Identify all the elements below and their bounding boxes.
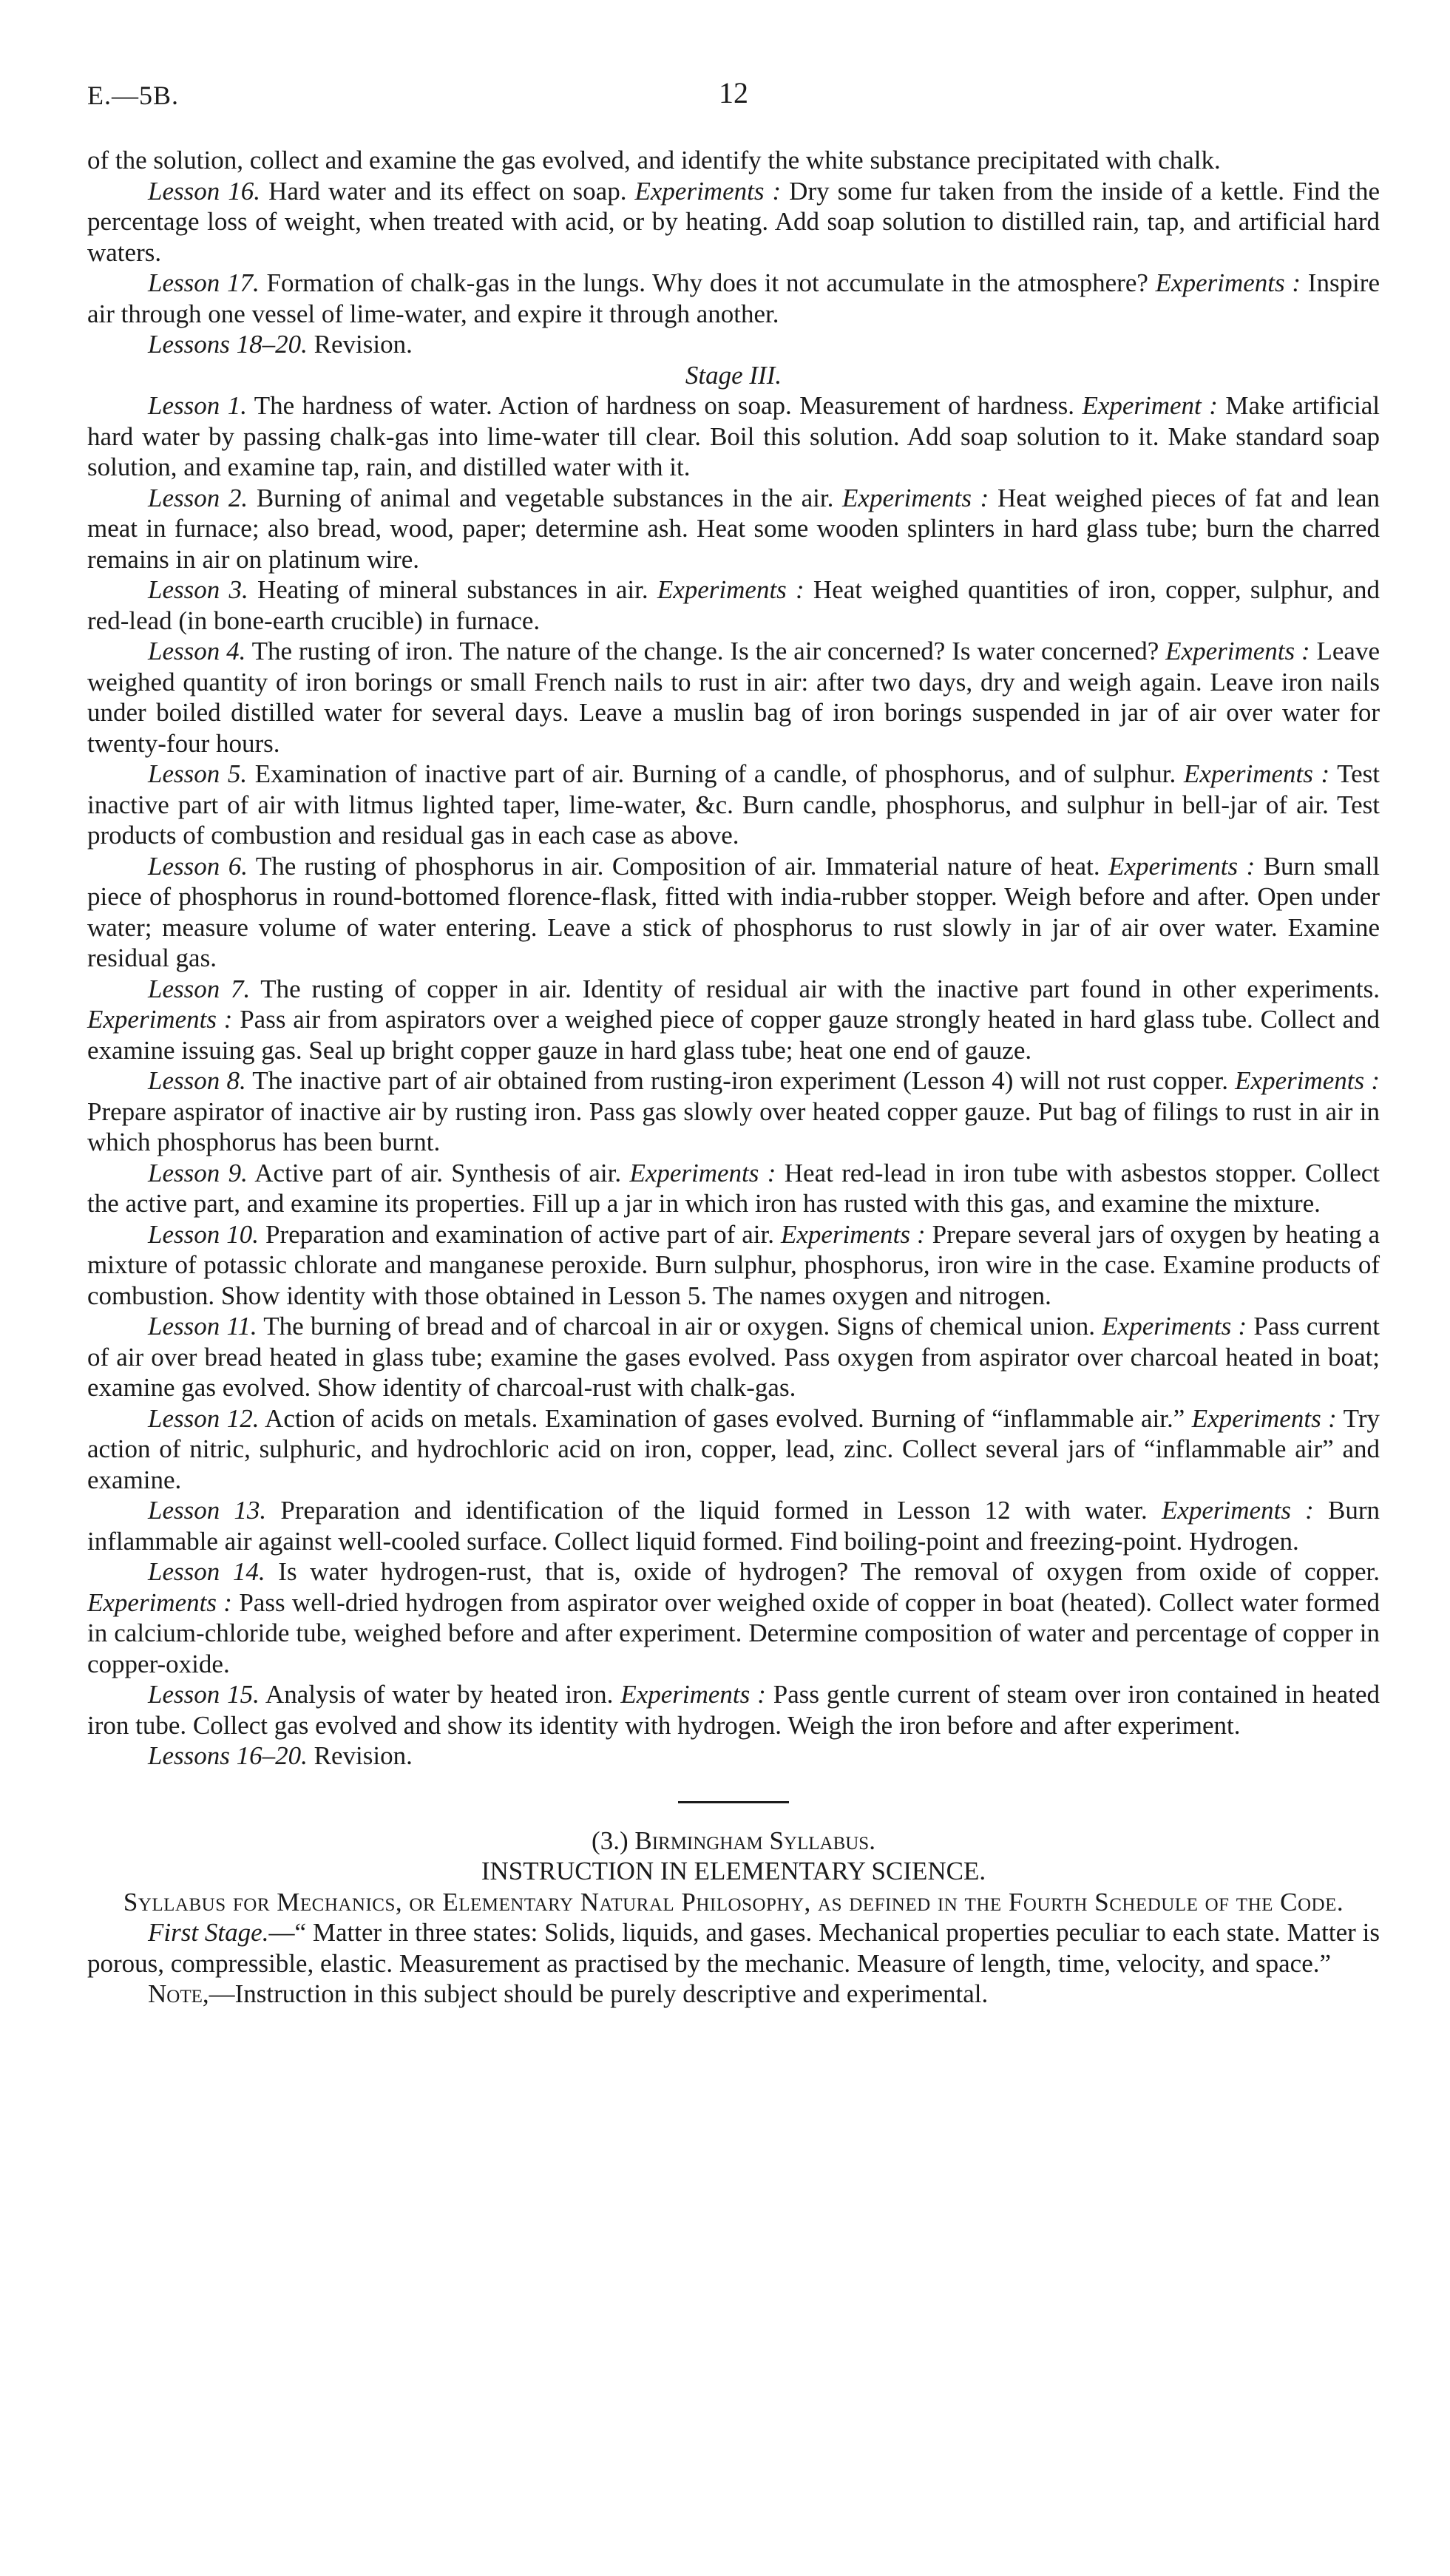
lesson-topic: Revision.	[307, 330, 413, 359]
lesson-label: Lesson 4.	[148, 637, 246, 665]
lesson-paragraph	[87, 1219, 1380, 1312]
lesson-experiments: Inspire air through one vessel of lime-water, and expire it through another.	[87, 268, 1380, 328]
experiments-label: Experiments :	[1165, 637, 1310, 665]
lesson-topic: The burning of bread and of charcoal in air or oxygen. Signs of chemical union.	[257, 1312, 1102, 1340]
lesson-label: Lesson 16.	[148, 176, 261, 206]
experiments-label: Experiments :	[1155, 268, 1301, 297]
experiments-label: Experiments :	[657, 575, 804, 604]
lesson-topic: The inactive part of air obtained from rusting-iron experiment (Lesson 4) will not rust copper.	[245, 1066, 1236, 1095]
lesson-paragraph	[87, 1311, 1380, 1403]
experiments-label: Experiment :	[1082, 391, 1218, 420]
lesson-label: Lesson 12.	[148, 1403, 260, 1433]
lesson-topic: Revision.	[307, 1741, 413, 1770]
experiments-label: Experiments :	[1102, 1312, 1247, 1340]
lesson-topic: Analysis of water by heated iron.	[259, 1680, 621, 1709]
lesson-paragraph	[87, 329, 1380, 360]
lesson-label: Lesson 13.	[148, 1496, 267, 1525]
lesson-experiments: Dry some fur taken from the inside of a kettle. Find the percentage loss of weight, when treated with acid, or by heating. Add soap solution to distilled rain, tap, and artificial hard waters.	[87, 176, 1380, 267]
lesson-paragraph	[87, 483, 1380, 575]
page-reference: E.—5B.	[87, 81, 180, 110]
experiments-label: Experiments :	[1183, 759, 1330, 788]
lesson-label: Lesson 2.	[148, 483, 248, 512]
syllabus-title: Syllabus for Mechanics, or Elementary Natural Philosophy, as defined in the Fourth Schedule of the Code.	[123, 1887, 1344, 1916]
lesson-experiments: Try action of nitric, sulphuric, and hydrochloric acid on iron, copper, lead, zinc. Collect several jars of “inflammable air” and examine.	[87, 1403, 1380, 1494]
lesson-topic: Formation of chalk-gas in the lungs. Why does it not accumulate in the atmosphere?	[259, 268, 1156, 297]
section-title: (3.) Birmingham Syllabus.	[592, 1826, 875, 1855]
experiments-label: Experiments :	[87, 1587, 232, 1617]
lesson-paragraph	[87, 1556, 1380, 1679]
note-label: Note,	[148, 1979, 209, 2008]
lesson-label: Lesson 7.	[148, 974, 251, 1003]
lesson-label: Lesson 14.	[148, 1557, 265, 1586]
lesson-paragraph	[87, 851, 1380, 974]
lesson-label: Lessons 16–20.	[148, 1741, 308, 1770]
lesson-label: Lesson 1.	[148, 391, 247, 420]
experiments-label: Experiments :	[629, 1158, 776, 1187]
lesson-experiments: Burn inflammable air against well-cooled surface. Collect liquid formed. Find boiling-point and freezing-point. Hydrogen.	[87, 1496, 1380, 1556]
lesson-label: Lesson 15.	[148, 1680, 260, 1709]
document-body	[87, 145, 1380, 2010]
experiments-label: Experiments :	[1161, 1496, 1314, 1525]
lesson-topic: Preparation and identification of the liquid formed in Lesson 12 with water.	[266, 1496, 1162, 1525]
section-divider	[678, 1801, 789, 1803]
lesson-experiments: Pass gentle current of steam over iron contained in heated iron tube. Collect gas evolved and show its identity with hydrogen. Weigh the iron before and after experiment.	[87, 1680, 1380, 1740]
experiments-label: Experiments :	[1108, 851, 1256, 881]
lesson-topic: Heating of mineral substances in air.	[248, 575, 657, 604]
lesson-topic: The rusting of phosphorus in air. Composition of air. Immaterial nature of heat.	[247, 851, 1109, 881]
lesson-paragraph	[87, 268, 1380, 329]
experiments-label: Experiments :	[781, 1219, 926, 1249]
lesson-label: Lesson 10.	[148, 1219, 260, 1249]
lesson-experiments: Test inactive part of air with litmus lighted taper, lime-water, &c. Burn candle, phosphorus, and sulphur in bell-jar of air. Test products of combustion and residual gas in each case as above.	[87, 759, 1380, 850]
note-text: —Instruction in this subject should be purely descriptive and experimental.	[209, 1979, 989, 2008]
lesson-paragraph	[87, 1679, 1380, 1741]
experiments-label: Experiments :	[1191, 1403, 1337, 1433]
lesson-topic: The rusting of iron. The nature of the change. Is the air concerned? Is water concerned?	[245, 637, 1166, 665]
experiments-label: Experiments :	[620, 1680, 766, 1709]
lesson-paragraph	[87, 1741, 1380, 1772]
first-stage-text: —“ Matter in three states: Solids, liquids, and gases. Mechanical properties peculiar to each state. Matter is porous, compressible, elastic. Measurement as practised by the mechanic. Measure of length, time, velocity, and space.”	[87, 1918, 1380, 1978]
lesson-experiments: Pass current of air over bread heated in glass tube; examine the gases evolved. Pass oxygen from aspirator over charcoal heated in boat; examine gas evolved. Show identity of charcoal-rust with chalk-gas.	[87, 1312, 1380, 1402]
lesson-paragraph	[87, 974, 1380, 1066]
lesson-experiments: Prepare aspirator of inactive air by rusting iron. Pass gas slowly over heated copper gauze. Put bag of filings to rust in air in which phosphorus has been burnt.	[87, 1097, 1380, 1156]
note-paragraph	[87, 1979, 1380, 2010]
lesson-experiments: Heat red-lead in iron tube with asbestos stopper. Collect the active part, and examine its properties. Fill up a jar in which iron has rusted with this gas, and examine the mixture.	[87, 1158, 1380, 1218]
experiments-label: Experiments :	[842, 483, 989, 512]
lesson-paragraph	[87, 1065, 1380, 1158]
lesson-topic: Active part of air. Synthesis of air.	[247, 1158, 630, 1187]
lesson-label: Lesson 9.	[148, 1158, 248, 1187]
lesson-topic: Burning of animal and vegetable substances in the air.	[248, 483, 843, 512]
lesson-topic: Examination of inactive part of air. Burning of a candle, of phosphorus, and of sulphur.	[247, 759, 1184, 788]
lesson-label: Lesson 17.	[148, 268, 260, 297]
experiments-label: Experiments :	[634, 176, 782, 206]
stage-heading: Stage III.	[685, 360, 782, 390]
lesson-topic: Is water hydrogen-rust, that is, oxide of hydrogen? The removal of oxygen from oxide of copper.	[265, 1557, 1380, 1586]
first-stage-paragraph	[87, 1917, 1380, 1979]
experiments-label: Experiments :	[1235, 1066, 1380, 1095]
lesson-topic: The rusting of copper in air. Identity of residual air with the inactive part found in other experiments.	[250, 974, 1380, 1003]
lesson-paragraph	[87, 1403, 1380, 1496]
experiments-label: Experiments :	[87, 1005, 233, 1034]
lesson-label: Lesson 3.	[148, 575, 248, 604]
instruction-title: INSTRUCTION IN ELEMENTARY SCIENCE.	[481, 1857, 986, 1885]
lesson-paragraph	[87, 636, 1380, 759]
lesson-label: Lesson 8.	[148, 1066, 246, 1095]
lesson-experiments: Heat weighed quantities of iron, copper, sulphur, and red-lead (in bone-earth crucible) in furnace.	[87, 575, 1380, 635]
lesson-label: Lesson 5.	[148, 759, 248, 788]
lesson-topic: The hardness of water. Action of hardness on soap. Measurement of hardness.	[246, 391, 1083, 420]
lesson-experiments: Pass well-dried hydrogen from aspirator over weighed oxide of copper in boat (heated). Collect water formed in calcium-chloride tube, weighed before and after experiment. Determine composition of water and percentage of copper in copper-oxide.	[87, 1587, 1380, 1678]
lesson-experiments: Pass air from aspirators over a weighed piece of copper gauze strongly heated in hard glass tube. Collect and examine issuing gas. Seal up bright copper gauze in hard glass tube; heat one end of gauze.	[87, 1005, 1380, 1065]
lesson-label: Lesson 11.	[148, 1312, 257, 1340]
lesson-paragraph	[87, 390, 1380, 483]
paragraph-continuation: of the solution, collect and examine the gas evolved, and identify the white substance precipitated with chalk.	[87, 146, 1221, 174]
lesson-paragraph	[87, 574, 1380, 636]
lesson-experiments: Leave weighed quantity of iron borings or small French nails to rust in air: after two days, dry and weigh again. Leave iron nails under boiled distilled water for several days. Leave a muslin bag of iron borings suspended in jar of air over water for twenty-four hours.	[87, 637, 1380, 758]
lesson-experiments: Heat weighed pieces of fat and lean meat in furnace; also bread, wood, paper; determine ash. Heat some wooden splinters in hard glass tube; burn the charred remains in air on platinum wire.	[87, 483, 1380, 574]
lesson-experiments: Make artificial hard water by passing chalk-gas into lime-water till clear. Boil this solution. Add soap solution to it. Make standard soap solution, and examine tap, rain, and distilled water with it.	[87, 391, 1380, 481]
lesson-paragraph	[87, 759, 1380, 851]
lesson-experiments: Burn small piece of phosphorus in round-bottomed florence-flask, fitted with india-rubber stopper. Weigh before and after. Open under water; measure volume of water entering. Leave a stick of phosphorus to rust slowly in jar of air over water. Examine residual gas.	[87, 851, 1380, 972]
lesson-topic: Preparation and examination of active part of air.	[259, 1219, 782, 1249]
lesson-topic: Hard water and its effect on soap.	[260, 176, 635, 206]
lesson-label: Lessons 18–20.	[148, 330, 308, 359]
lesson-topic: Action of acids on metals. Examination of gases evolved. Burning of “inflammable air.”	[259, 1403, 1192, 1433]
first-stage-label: First Stage.	[148, 1918, 269, 1947]
lesson-paragraph	[87, 1495, 1380, 1556]
lesson-label: Lesson 6.	[148, 851, 248, 881]
lesson-paragraph	[87, 176, 1380, 268]
lesson-experiments: Prepare several jars of oxygen by heating a mixture of potassic chlorate and manganese peroxide. Burn sulphur, phosphorus, iron wire in the case. Examine products of combustion. Show identity with those obtained in Lesson 5. The names oxygen and nitrogen.	[87, 1219, 1380, 1310]
page-number: 12	[719, 76, 748, 109]
lesson-paragraph	[87, 1158, 1380, 1219]
